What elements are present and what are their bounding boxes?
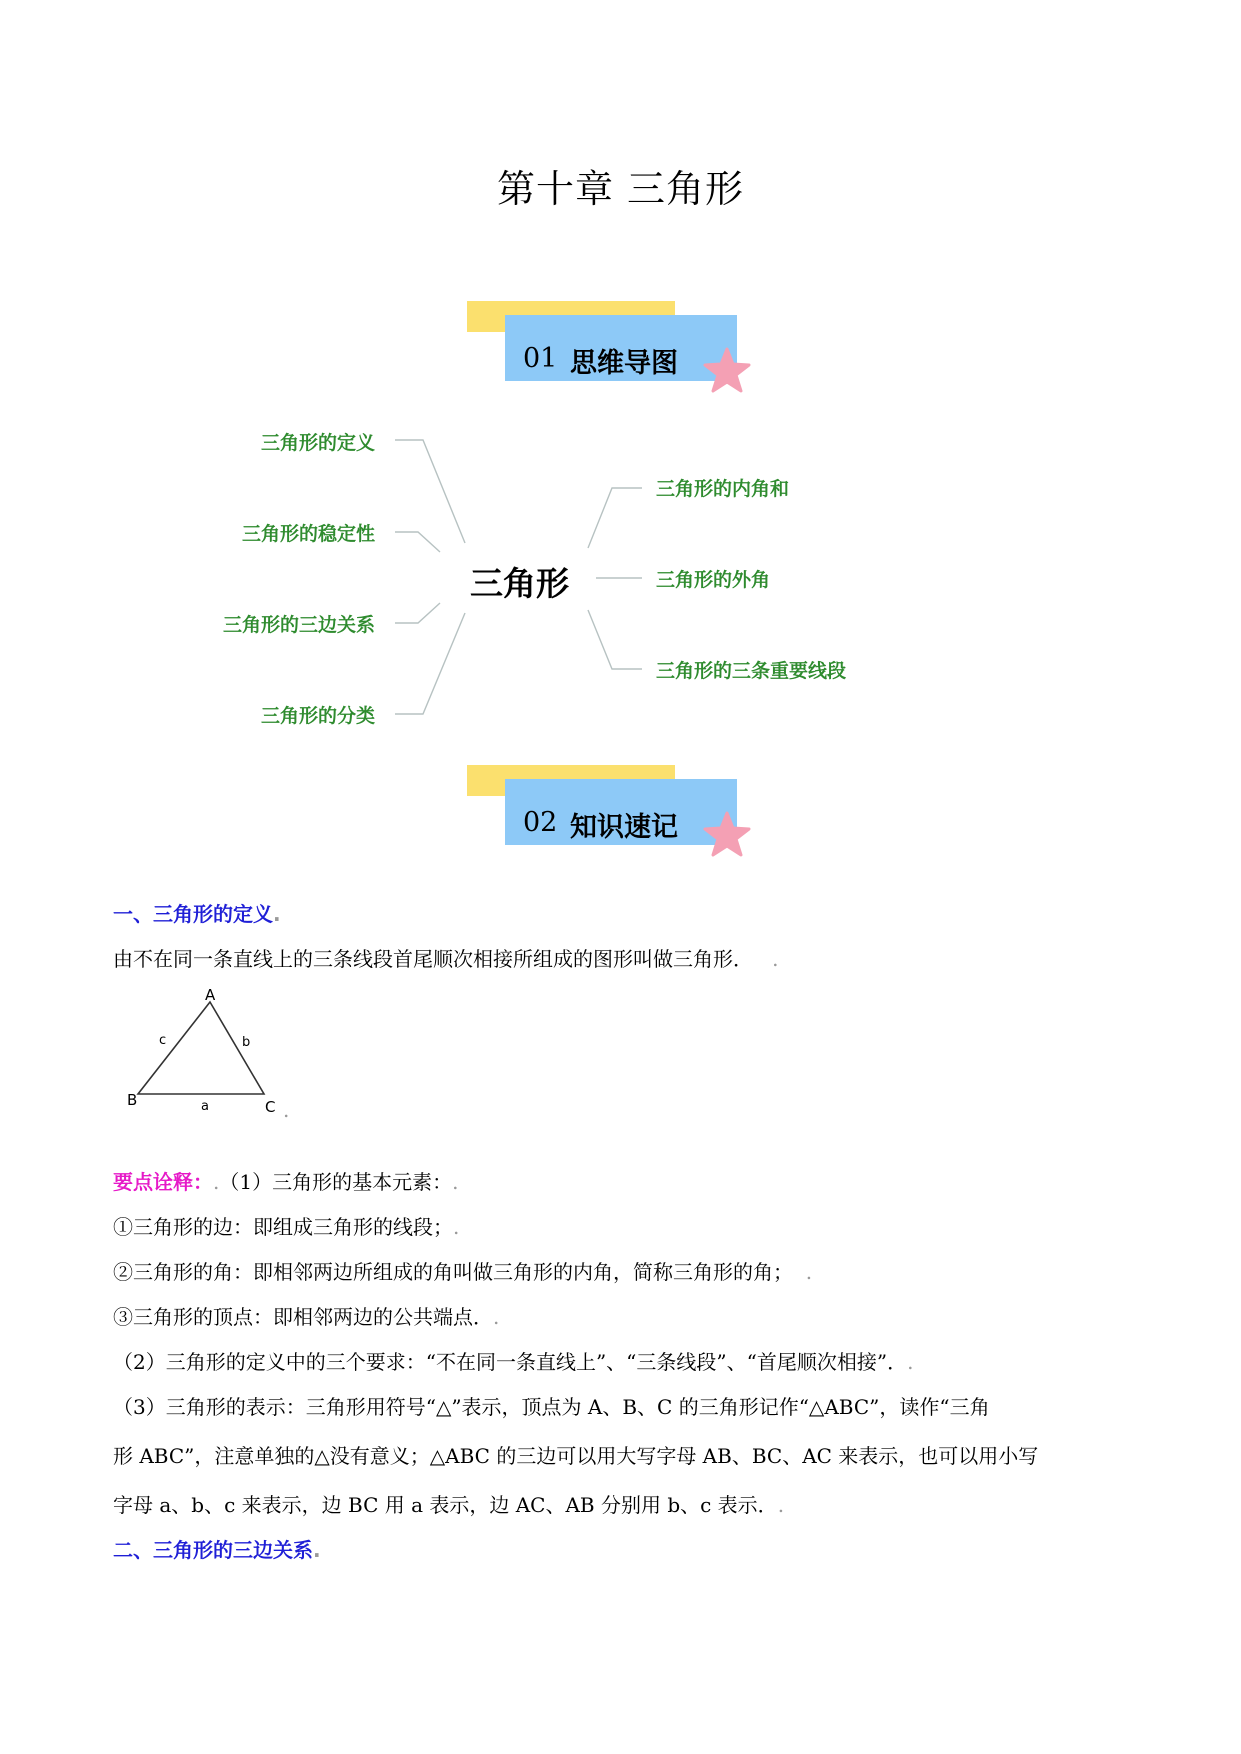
notes-point-2: （2）三角形的定义中的三个要求：“不在同一条直线上”、“三条线段”、“首尾顺次相接”．. — [113, 1350, 914, 1374]
definition-text: 由不在同一条直线上的三条线段首尾顺次相接所组成的图形叫做三角形． . — [113, 947, 779, 971]
section-number: 01 — [523, 343, 558, 374]
section-label: 思维导图 — [570, 348, 678, 379]
side-label-b: b — [242, 1035, 251, 1050]
notes-item-2: ②三角形的角：即相邻两边所组成的角叫做三角形的内角，简称三角形的角； . — [113, 1260, 813, 1284]
mindmap-node-important-segments: 三角形的三条重要线段 — [656, 660, 847, 682]
notes-intro: 要点诠释：.（1）三角形的基本元素：. — [113, 1170, 459, 1194]
vertex-label-c: C — [265, 1098, 276, 1116]
mindmap-node-stability: 三角形的稳定性 — [241, 523, 375, 545]
section-label: 知识速记 — [570, 812, 678, 843]
page-title: 第十章 三角形 — [496, 167, 745, 211]
notes-label: 要点诠释： — [113, 1170, 213, 1194]
notes-item-3: ③三角形的顶点：即相邻两边的公共端点．. — [113, 1305, 500, 1329]
notes-point-3-line2: 形 ABC”，注意单独的△没有意义；△ABC 的三边可以用大写字母 AB、BC、AC 来表示，也可以用小写 — [113, 1444, 1039, 1468]
star-icon — [703, 811, 751, 857]
notes-point-3-line3: 字母 a、b、c 来表示，边 BC 用 a 表示，边 AC、AB 分别用 b、c 表示．. — [113, 1493, 785, 1517]
section-heading-side-relation: 二、三角形的三边关系. — [113, 1538, 321, 1562]
mindmap-node-angle-sum: 三角形的内角和 — [656, 478, 790, 500]
mindmap-connectors — [0, 0, 1241, 760]
mindmap-node-exterior-angle: 三角形的外角 — [656, 569, 771, 591]
triangle-figure — [116, 982, 286, 1118]
section-heading-definition: 一、三角形的定义. — [113, 902, 281, 926]
paragraph-mark: . — [283, 1098, 290, 1122]
vertex-label-a: A — [205, 986, 216, 1004]
mindmap-node-classification: 三角形的分类 — [260, 705, 375, 727]
paragraph-mark: . — [753, 947, 779, 971]
notes-item-1: ①三角形的边：即组成三角形的线段；. — [113, 1215, 460, 1239]
side-label-c: c — [159, 1033, 167, 1048]
mindmap-node-definition: 三角形的定义 — [260, 432, 375, 454]
side-label-a: a — [201, 1099, 209, 1114]
vertex-label-b: B — [127, 1091, 138, 1109]
paragraph-mark: . — [313, 1538, 321, 1562]
mindmap-center: 三角形 — [470, 564, 569, 603]
mindmap-node-side-relation: 三角形的三边关系 — [222, 614, 375, 636]
notes-point-3-line1: （3）三角形的表示：三角形用符号“△”表示，顶点为 A、B、C 的三角形记作“△ABC”，读作“三角 — [113, 1395, 990, 1419]
section-banner-knowledge — [467, 765, 767, 865]
paragraph-mark: . — [273, 902, 281, 926]
section-number: 02 — [523, 807, 558, 838]
